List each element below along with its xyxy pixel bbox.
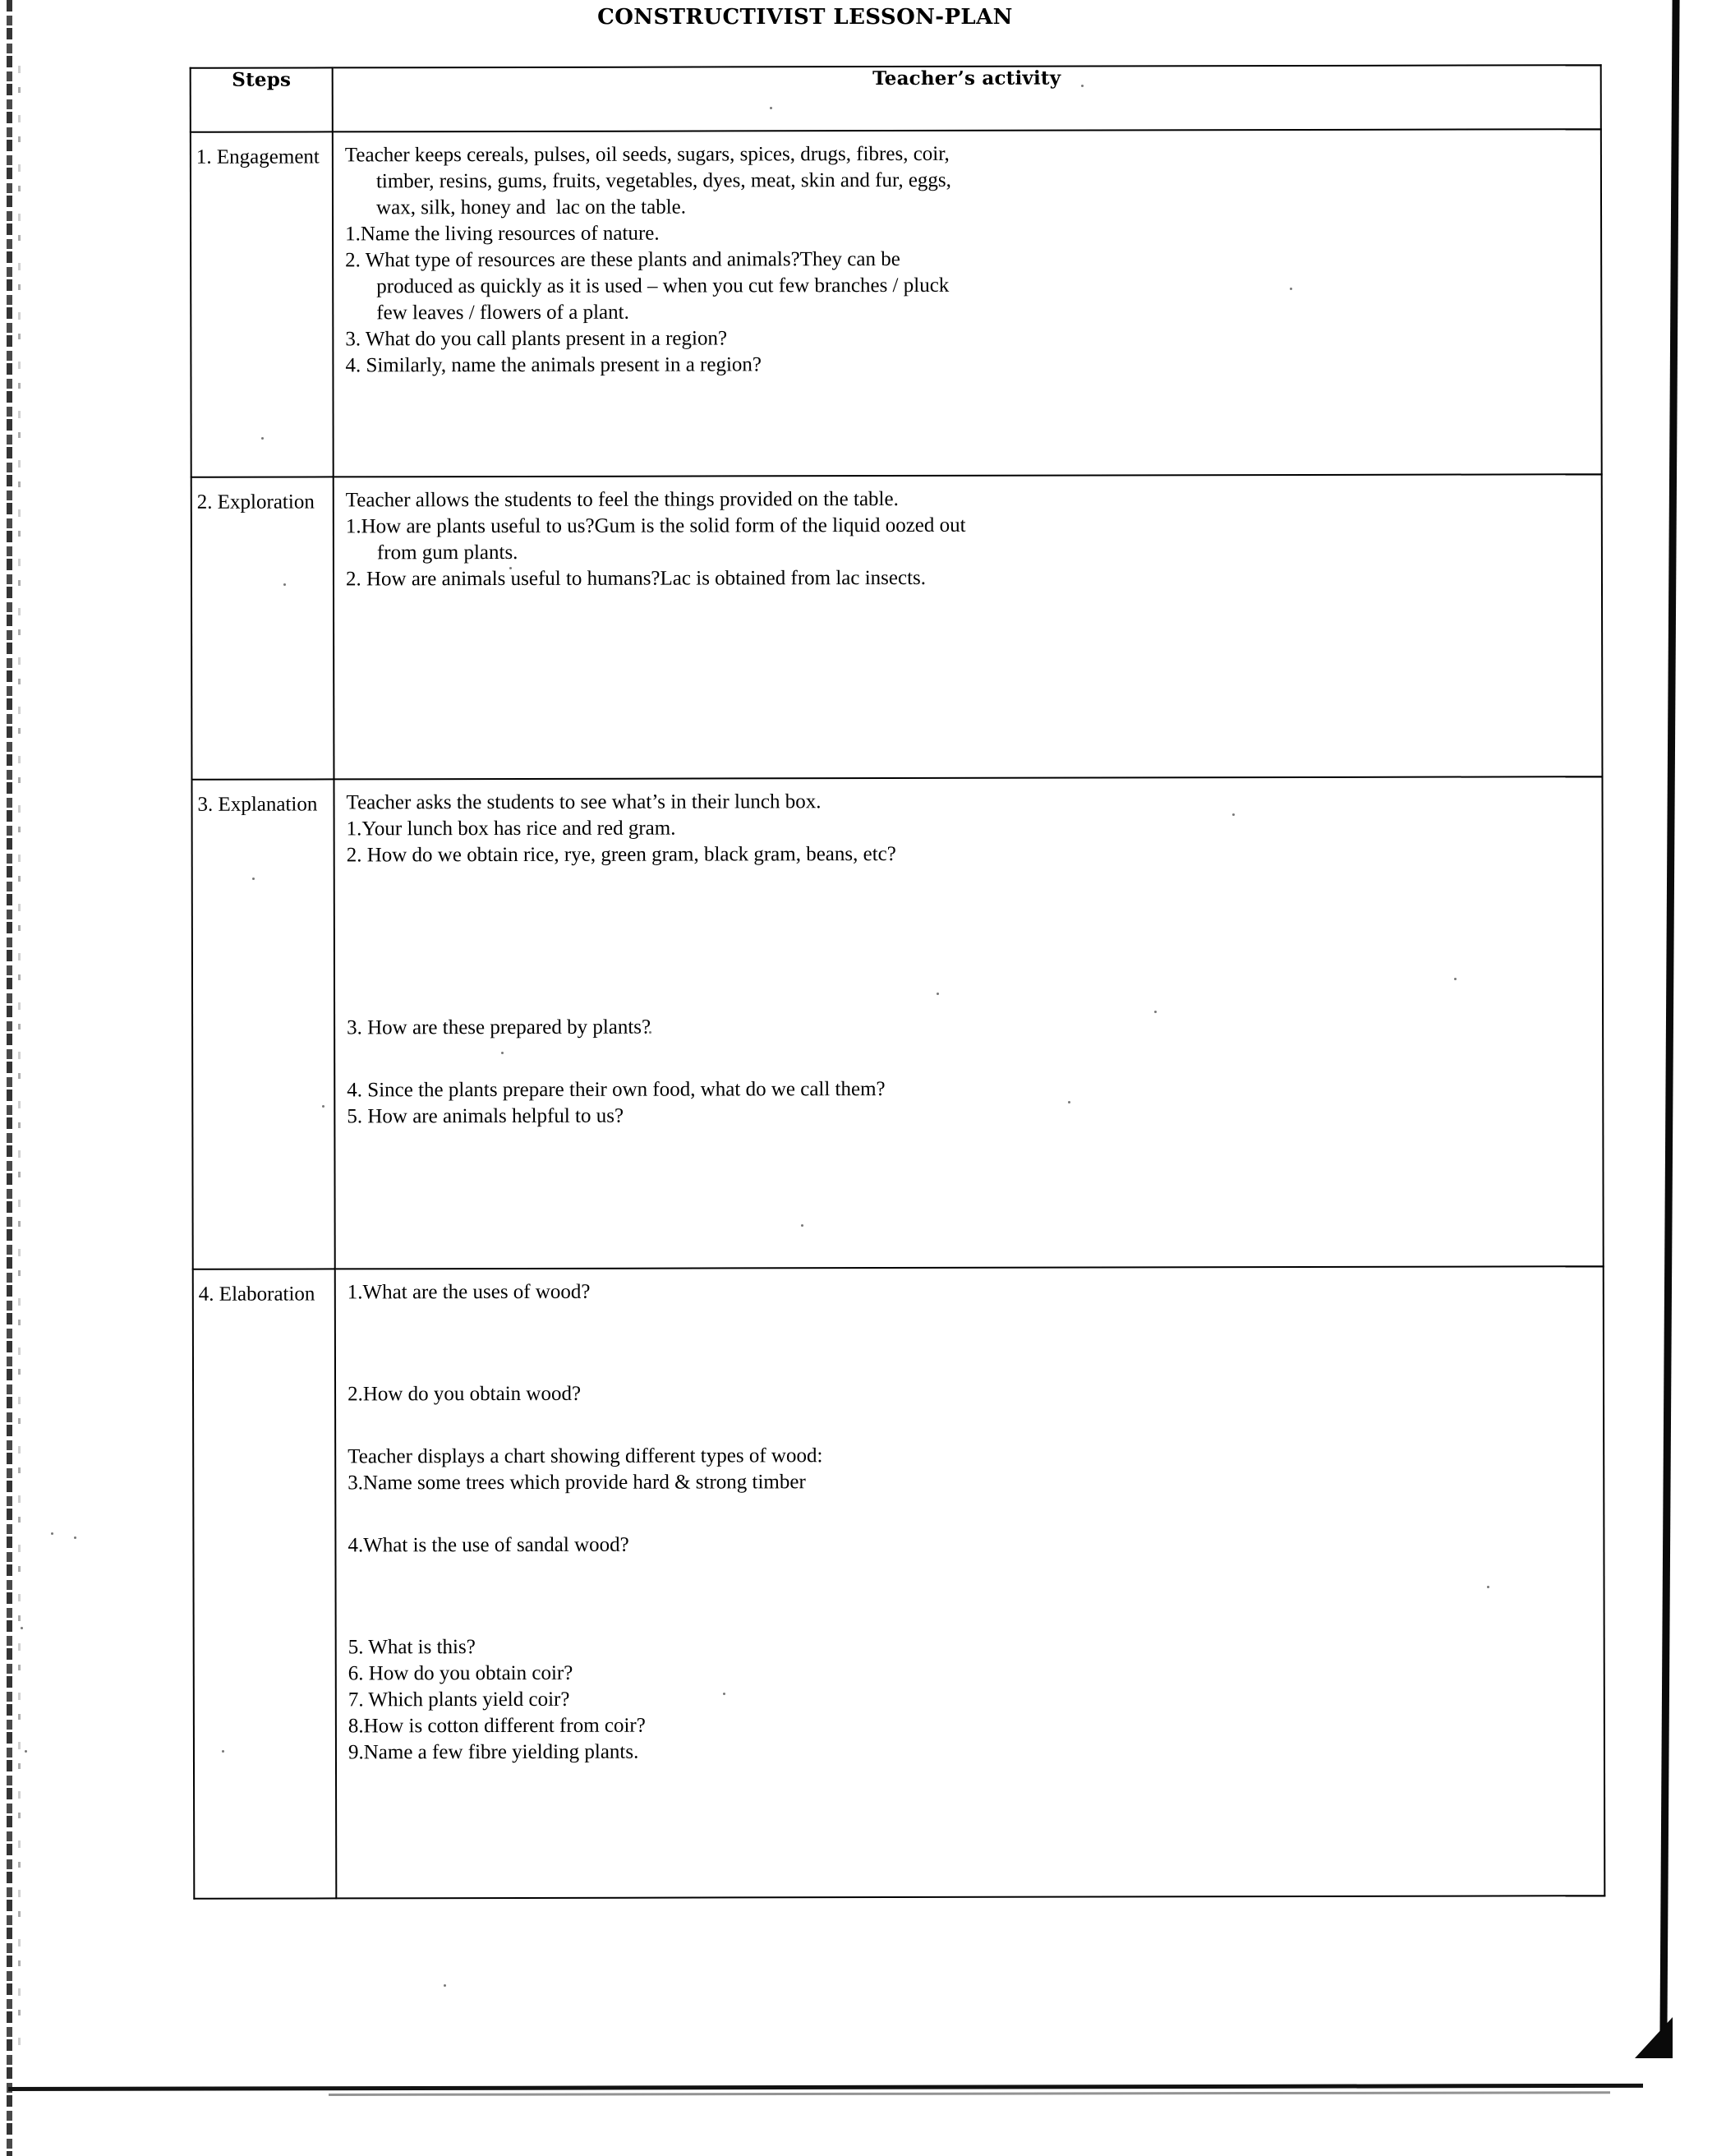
activity-line: 3. What do you call plants present in a region? [345, 327, 728, 351]
table-row [193, 1266, 1605, 1899]
activity-line: 1.Name the living resources of nature. [345, 222, 660, 246]
activity-line: 2. What type of resources are these plants and animals?They can be [345, 247, 900, 272]
scan-speck [25, 1750, 27, 1753]
activity-line: 5. How are animals helpful to us? [347, 1104, 624, 1128]
column-header-activity: Teacher’s activity [333, 65, 1601, 131]
activity-line: 1.What are the uses of wood? [347, 1280, 591, 1304]
activity-line: 7. Which plants yield coir? [348, 1688, 570, 1711]
activity-line: 6. How do you obtain coir? [348, 1661, 573, 1685]
activity-line: Teacher keeps cereals, pulses, oil seeds, sugars, spices, drugs, fibres, coir, [344, 142, 950, 167]
page-title: CONSTRUCTIVIST LESSON-PLAN [597, 5, 1013, 30]
activity-line: 8.How is cotton different from coir? [348, 1714, 646, 1738]
activity-cell [335, 1266, 1605, 1898]
scan-speck [51, 1532, 53, 1535]
activity-line: 1.Your lunch box has rice and red gram. [346, 817, 676, 841]
vertical-spacer [347, 866, 1594, 1015]
scan-right-edge-artifact [1659, 0, 1679, 2038]
activity-line: Teacher asks the students to see what’s in their lunch box. [346, 790, 822, 814]
table-row [191, 129, 1602, 477]
vertical-spacer [348, 1556, 1595, 1634]
activity-line: wax, silk, honey and lac on the table. [375, 196, 687, 219]
activity-line: 4. Similarly, name the animals present in a region? [345, 353, 762, 377]
activity-line: Teacher displays a chart showing different types of wood: [348, 1444, 823, 1468]
step-label-cell: 4. Elaboration [193, 1269, 337, 1898]
scan-speck [21, 1627, 23, 1629]
table-row [191, 474, 1603, 780]
vertical-spacer [348, 1494, 1595, 1532]
scan-left-edge-artifact [7, 0, 12, 2156]
activity-cell [334, 776, 1603, 1269]
column-header-steps: Steps [191, 67, 333, 131]
activity-line: produced as quickly as it is used – when you cut few branches / pluck [376, 274, 950, 298]
vertical-spacer [347, 1039, 1594, 1077]
step-label-cell: 2. Exploration [191, 477, 334, 779]
activity-line: timber, resins, gums, fruits, vegetables, dyes, meat, skin and fur, eggs, [375, 168, 951, 193]
step-label-cell: 1. Engagement [191, 131, 334, 477]
activity-cell [333, 129, 1602, 477]
table-body [191, 129, 1604, 1899]
page-border-bottom-secondary [329, 2091, 1610, 2096]
activity-line: from gum plants. [376, 541, 518, 564]
lesson-plan-table [190, 64, 1606, 1900]
table-row [191, 776, 1603, 1269]
activity-line: 5. What is this? [348, 1636, 476, 1659]
activity-line: 3.Name some trees which provide hard & strong timber [348, 1471, 806, 1495]
activity-line: 2. How do we obtain rice, rye, green gram, black gram, beans, etc? [346, 843, 896, 867]
scan-left-edge-artifact-secondary [18, 66, 21, 2054]
activity-line: few leaves / flowers of a plant. [376, 301, 629, 325]
vertical-spacer [348, 1405, 1595, 1444]
table-header [191, 65, 1601, 132]
activity-line: 3. How are these prepared by plants? [347, 1016, 651, 1039]
table-header-row [191, 65, 1601, 132]
page-border-bottom [8, 2084, 1643, 2091]
activity-line: 4. Since the plants prepare their own food, what do we call them? [347, 1078, 886, 1102]
activity-line: 2. How are animals useful to humans?Lac is obtained from lac insects. [345, 566, 927, 591]
scan-speck [74, 1536, 76, 1539]
step-label-cell: 3. Explanation [191, 779, 334, 1269]
activity-line: 9.Name a few fibre yielding plants. [348, 1740, 639, 1764]
scan-speck [444, 1984, 446, 1987]
activity-line: 2.How do you obtain wood? [348, 1382, 582, 1406]
activity-line: Teacher allows the students to feel the things provided on the table. [345, 487, 899, 512]
activity-line: 4.What is the use of sandal wood? [348, 1533, 629, 1557]
activity-cell [334, 474, 1603, 779]
activity-line: 1.How are plants useful to us?Gum is the solid form of the liquid oozed out [345, 514, 966, 538]
vertical-spacer [348, 1303, 1595, 1381]
